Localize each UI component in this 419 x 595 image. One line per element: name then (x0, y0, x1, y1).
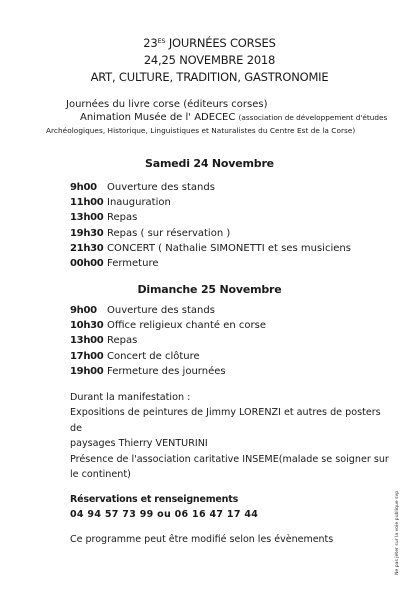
reservations-label: Réservations et renseignements (70, 494, 239, 505)
event-time: 19h30 (70, 227, 104, 239)
event-time: 11h00 (70, 197, 104, 209)
header (0, 33, 419, 86)
event-label: CONCERT ( Nathalie SIMONETTI et ses musiciens (107, 242, 351, 254)
manifestation-line-1: Expositions de peintures de Jimmy LORENZI et autres de posters de (70, 407, 381, 434)
schedule-row (70, 210, 351, 225)
manifestation-line-2: paysages Thierry VENTURINI (70, 438, 208, 450)
manifestation-line-4: le continent) (70, 469, 131, 481)
manifestation-heading: Durant la manifestation : (70, 392, 191, 403)
event-label: Inauguration (107, 197, 171, 209)
event-time: 17h00 (70, 350, 104, 362)
schedule-row (70, 256, 351, 271)
schedule-row (70, 241, 351, 256)
edition-suffix: ES (157, 37, 166, 45)
event-time: 00h00 (70, 257, 104, 269)
intro-line-2 (56, 111, 387, 124)
sunday-title: Dimanche 25 Novembre (137, 283, 282, 296)
sunday-schedule (70, 303, 266, 379)
schedule-row (70, 333, 266, 348)
event-dates: 24,25 NOVEMBRE 2018 (143, 53, 276, 67)
event-label: Repas (107, 335, 138, 347)
intro (46, 98, 388, 137)
intro-line-3: Archéologiques, Historique, Linguistiques et Naturalistes du Centre Est de la Corse) (46, 126, 356, 135)
event-time: 13h00 (70, 212, 104, 224)
schedule-row (70, 226, 351, 241)
event-time: 9h00 (70, 182, 97, 193)
intro-line-1: Journées du livre corse (éditeurs corses) (66, 99, 268, 110)
program-note: Ce programme peut être modifié selon les évènements (70, 534, 334, 545)
event-time: 9h00 (70, 305, 97, 316)
event-label: Ouverture des stands (107, 305, 215, 316)
manifestation-line-3: Présence de l'association caritative INSEME(malade se soigner sur (70, 453, 389, 465)
schedule-row (70, 318, 266, 333)
event-time: 10h30 (70, 320, 104, 332)
schedule-row (70, 364, 266, 379)
schedule-row (70, 180, 351, 195)
event-title (0, 33, 419, 52)
vertical-note: Ne pas jeter sur la voie publique svp (395, 490, 400, 575)
edition-number: 23 (143, 36, 158, 50)
saturday-title: Samedi 24 Novembre (145, 157, 274, 170)
reservations (70, 492, 258, 522)
event-label: Repas ( sur réservation ) (107, 227, 231, 239)
event-label: Concert de clôture (107, 350, 200, 362)
intro-line-2-small: (association de développement d'études (238, 113, 388, 122)
event-label: Repas (107, 212, 138, 224)
schedule-row (70, 195, 351, 210)
intro-line-2-main: Animation Musée de l' ADECEC (80, 112, 239, 123)
event-themes: ART, CULTURE, TRADITION, GASTRONOMIE (90, 70, 329, 84)
event-time: 19h00 (70, 365, 104, 377)
reservations-phones: 04 94 57 73 99 ou 06 16 47 17 44 (70, 509, 259, 520)
event-label: Fermeture (107, 257, 159, 269)
title-rest: JOURNÉES CORSES (165, 36, 276, 50)
manifestation-section (70, 390, 390, 482)
event-label: Office religieux chanté en corse (107, 320, 266, 332)
saturday-schedule (70, 180, 351, 271)
schedule-row (70, 303, 266, 318)
event-time: 13h00 (70, 335, 104, 347)
event-label: Fermeture des journées (107, 365, 226, 377)
schedule-row (70, 349, 266, 364)
event-label: Ouverture des stands (107, 182, 215, 193)
event-time: 21h30 (70, 242, 104, 254)
